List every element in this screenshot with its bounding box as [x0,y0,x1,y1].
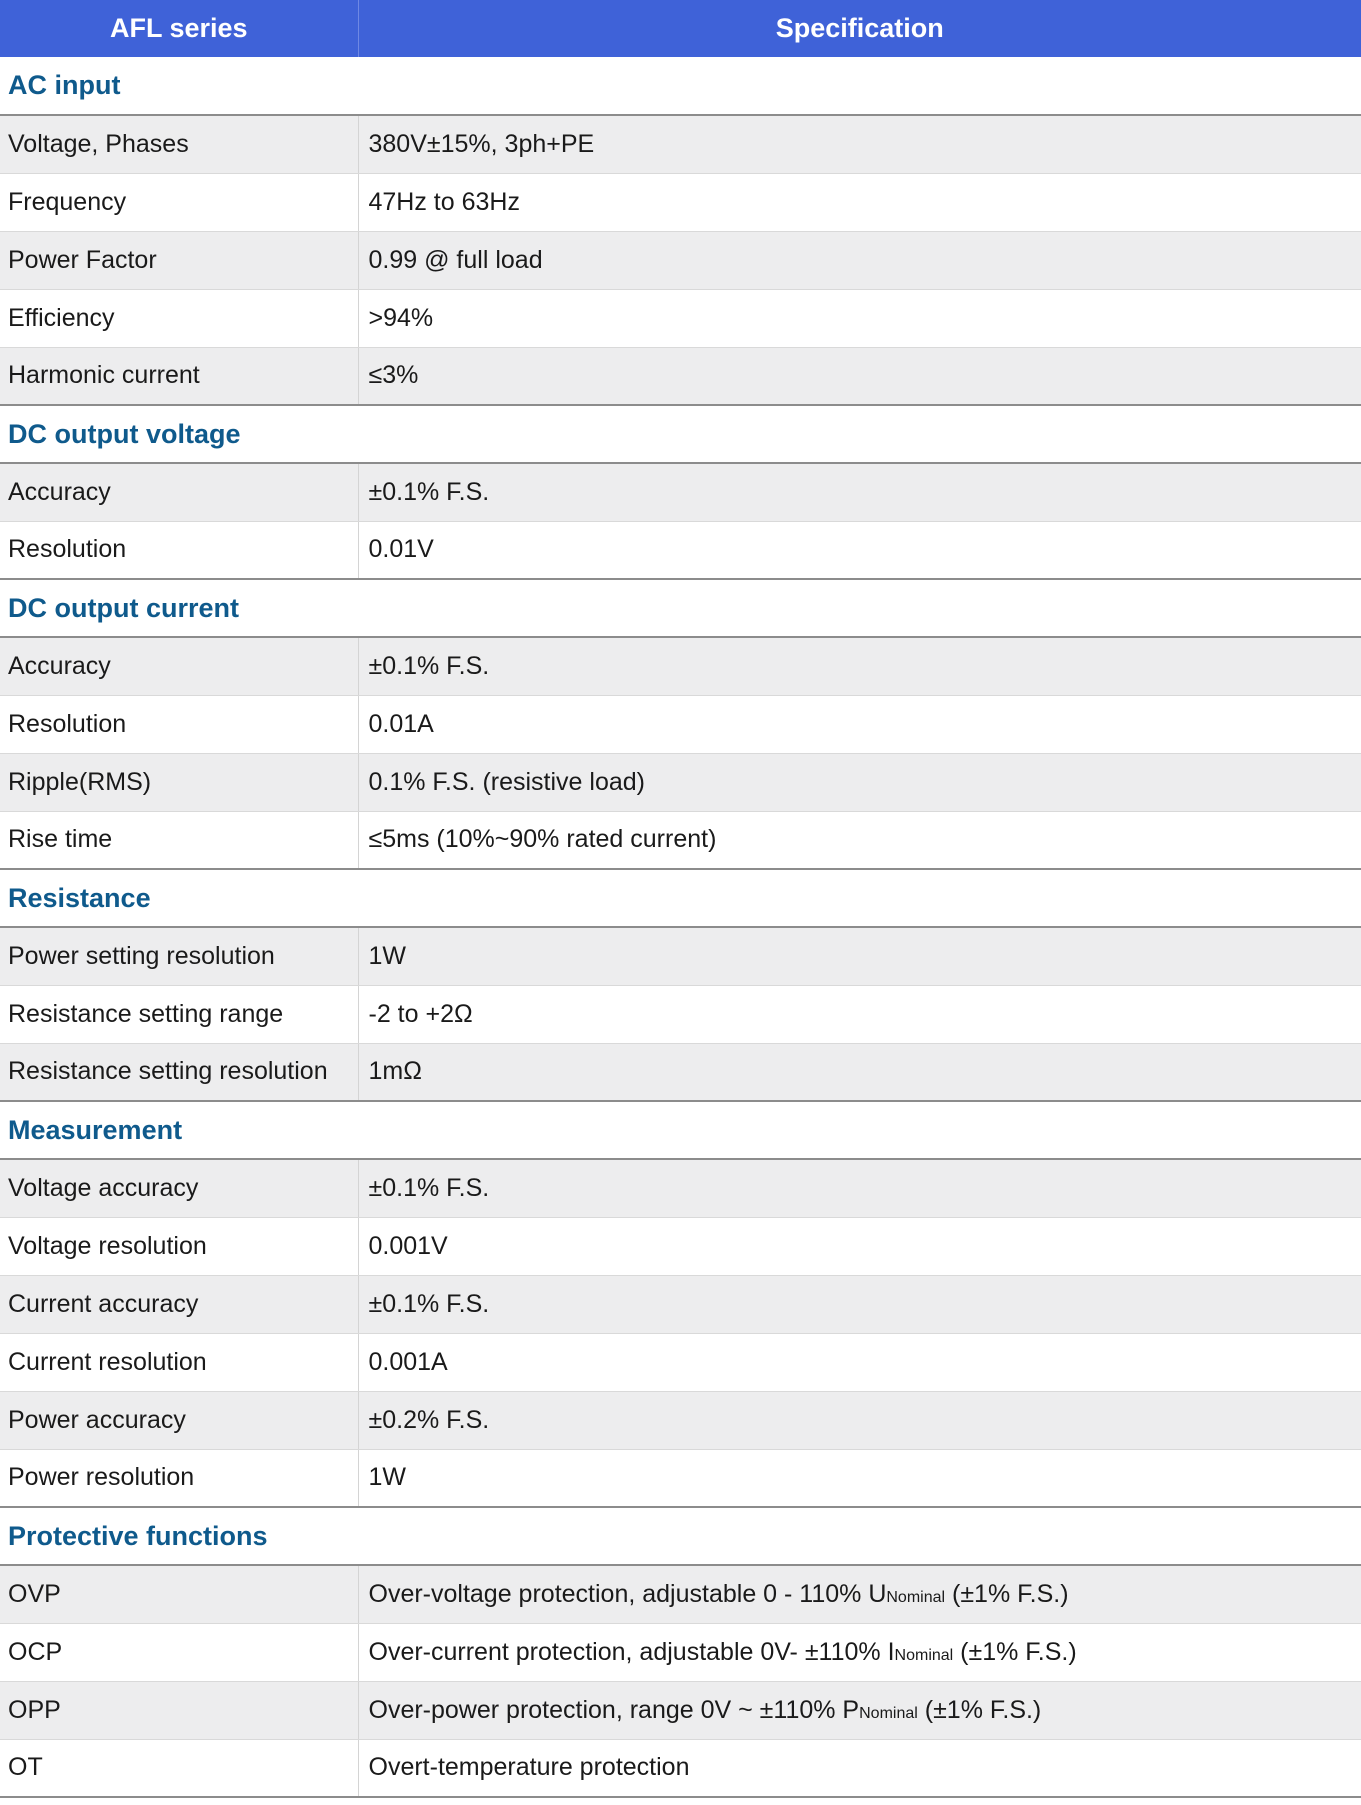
section-row [0,405,1361,463]
spec-label: Voltage, Phases [0,115,358,173]
spec-label: Efficiency [0,289,358,347]
spec-value [358,289,1361,347]
spec-value [358,753,1361,811]
spec-label: Voltage resolution [0,1217,358,1275]
table-row [0,1043,1361,1101]
spec-value [358,521,1361,579]
spec-value [358,811,1361,869]
header-row [0,0,1361,57]
spec-value-text: 0.1% F.S. (resistive load) [368,767,645,796]
spec-value [358,1739,1361,1797]
section-title: Resistance [0,869,1361,927]
spec-value-text: ±0.1% F.S. [368,1289,490,1318]
spec-label: Power Factor [0,231,358,289]
spec-value-text: 1W [368,1463,406,1492]
header-specification: Specification [358,0,1361,57]
table-row [0,811,1361,869]
table-row [0,347,1361,405]
table-row [0,1217,1361,1275]
spec-value-text: 0.01V [368,535,434,564]
spec-label: OVP [0,1565,358,1623]
spec-value [358,695,1361,753]
spec-value [358,1043,1361,1101]
spec-value-text: Over-voltage protection, adjustable 0 - 110% U [368,1579,887,1608]
section-title: DC output current [0,579,1361,637]
section-title: DC output voltage [0,405,1361,463]
table-row [0,289,1361,347]
table-row [0,927,1361,985]
spec-value-text: ±0.1% F.S. [368,651,490,680]
spec-value [358,1333,1361,1391]
section-title: AC input [0,57,1361,115]
section-title: Measurement [0,1101,1361,1159]
spec-value-text: >94% [368,303,434,332]
spec-value-text: 0.99 @ full load [368,245,543,274]
table-row [0,1681,1361,1739]
table-row [0,985,1361,1043]
spec-value-text: Overt-temperature protection [368,1753,690,1782]
spec-value-text: ±0.1% F.S. [368,1173,490,1202]
spec-value-suffix: (±1% F.S.) [953,1637,1077,1666]
spec-label: Voltage accuracy [0,1159,358,1217]
spec-label: Resistance setting resolution [0,1043,358,1101]
table-row [0,1623,1361,1681]
spec-value [358,347,1361,405]
section-row [0,1101,1361,1159]
spec-value-subscript: Nominal [894,1646,954,1664]
spec-label: Resistance setting range [0,985,358,1043]
spec-value-subscript: Nominal [859,1704,918,1722]
table-row [0,521,1361,579]
spec-value-text: ±0.2% F.S. [368,1405,490,1434]
spec-value [358,463,1361,521]
section-row [0,869,1361,927]
table-row [0,463,1361,521]
spec-label: Frequency [0,173,358,231]
spec-label: Ripple(RMS) [0,753,358,811]
spec-label: Current accuracy [0,1275,358,1333]
table-row [0,1565,1361,1623]
spec-value [358,1275,1361,1333]
table-row [0,1333,1361,1391]
table-row [0,231,1361,289]
spec-label: Resolution [0,521,358,579]
section-row [0,57,1361,115]
spec-value-text: ≤5ms (10%~90% rated current) [368,825,717,854]
table-row [0,173,1361,231]
table-row [0,1275,1361,1333]
spec-value-subscript: Nominal [886,1588,946,1606]
spec-label: Resolution [0,695,358,753]
spec-label: OCP [0,1623,358,1681]
table-row [0,115,1361,173]
spec-label: Harmonic current [0,347,358,405]
spec-value [358,115,1361,173]
spec-value-text: 47Hz to 63Hz [368,187,520,216]
spec-label: Accuracy [0,463,358,521]
spec-value [358,1623,1361,1681]
table-row [0,753,1361,811]
spec-label: Power accuracy [0,1391,358,1449]
spec-value-text: 0.01A [368,709,434,738]
spec-value [358,985,1361,1043]
table-header [0,0,1361,57]
spec-label: OT [0,1739,358,1797]
spec-value [358,1681,1361,1739]
spec-value [358,637,1361,695]
spec-value [358,1565,1361,1623]
spec-label: Power setting resolution [0,927,358,985]
table-row [0,1449,1361,1507]
table-row [0,1739,1361,1797]
spec-value [358,173,1361,231]
spec-value-text: Over-current protection, adjustable 0V- ±110% I [368,1637,895,1666]
table-row [0,695,1361,753]
spec-value-text: 1W [368,941,406,970]
spec-value-text: Over-power protection, range 0V ~ ±110% P [368,1695,860,1724]
spec-value-suffix: (±1% F.S.) [917,1695,1042,1724]
section-row [0,1507,1361,1565]
spec-label: Rise time [0,811,358,869]
spec-label: OPP [0,1681,358,1739]
spec-value-text: 0.001V [368,1231,448,1260]
spec-value-text: 1mΩ [368,1057,422,1086]
table-row [0,637,1361,695]
header-series: AFL series [0,0,358,57]
spec-label: Accuracy [0,637,358,695]
table-row [0,1159,1361,1217]
section-title: Protective functions [0,1507,1361,1565]
spec-value-text: 0.001A [368,1347,448,1376]
spec-value [358,1217,1361,1275]
spec-value-text: 380V±15%, 3ph+PE [368,129,595,158]
spec-value-text: ≤3% [368,361,419,390]
spec-value [358,1159,1361,1217]
spec-label: Current resolution [0,1333,358,1391]
spec-label: Power resolution [0,1449,358,1507]
spec-value-text: -2 to +2Ω [368,999,473,1028]
table-row [0,1391,1361,1449]
spec-value [358,231,1361,289]
table-body [0,57,1361,1797]
spec-value [358,927,1361,985]
spec-value-suffix: (±1% F.S.) [945,1579,1069,1608]
spec-value [358,1391,1361,1449]
spec-value [358,1449,1361,1507]
section-row [0,579,1361,637]
spec-value-text: ±0.1% F.S. [368,477,490,506]
